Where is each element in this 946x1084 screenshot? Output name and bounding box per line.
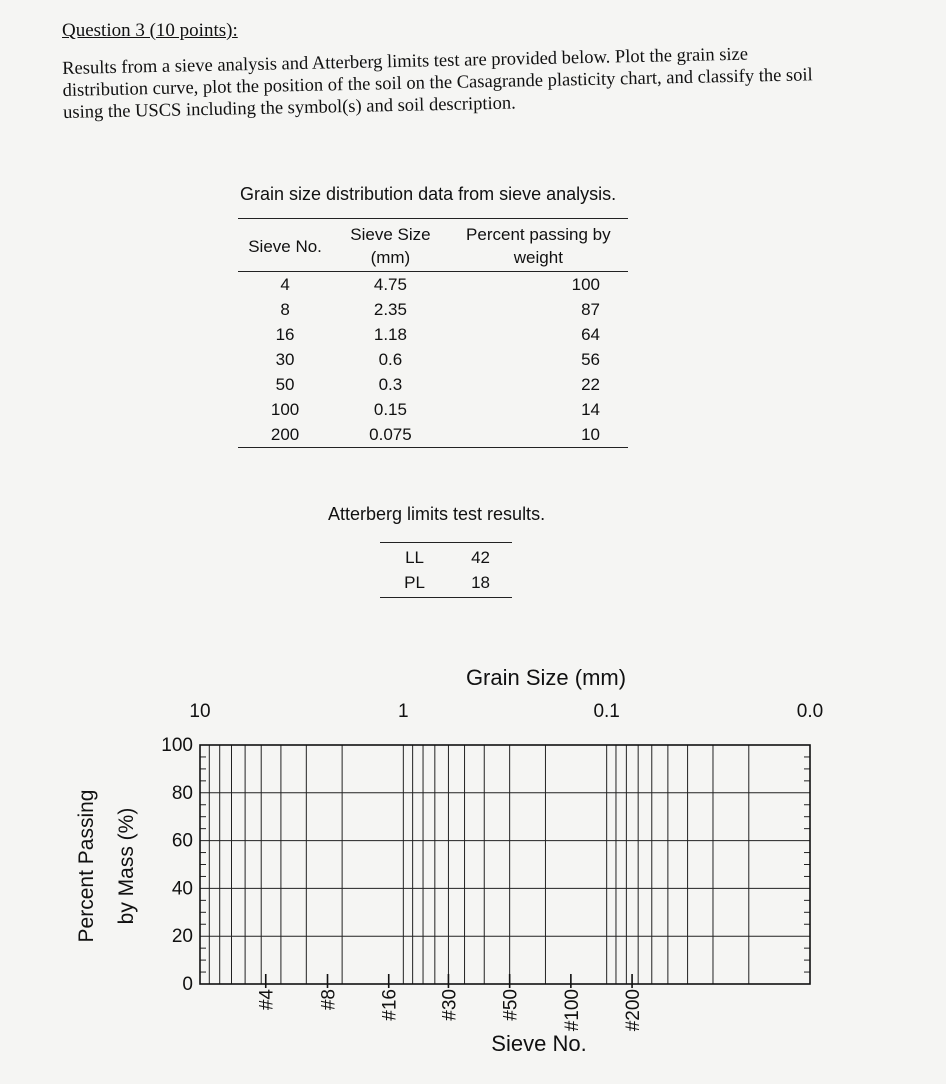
sieve-size-cell: 0.075 (332, 422, 449, 448)
sieve-no-cell: 50 (275, 375, 295, 394)
sieve-table-row (238, 422, 628, 448)
sieve-label: #30 (439, 989, 461, 1021)
atterberg-row (380, 570, 512, 598)
sieve-no-cell: 4 (280, 275, 290, 294)
y-tick-label: 100 (161, 735, 193, 756)
y-tick-label: 40 (171, 878, 193, 900)
percent-passing-cell: 56 (581, 350, 600, 369)
atterberg-value-cell: 42 (449, 543, 512, 571)
percent-passing-cell: 100 (571, 275, 600, 294)
top-tick-label: 0.0 (796, 701, 824, 722)
sieve-table-row (238, 347, 628, 372)
sieve-table (238, 218, 628, 448)
sieve-label: #100 (561, 989, 583, 1032)
sieve-table-row (238, 272, 628, 298)
top-tick-label: 1 (398, 701, 409, 722)
sieve-no-cell: 200 (238, 422, 332, 448)
sieve-table-row (238, 397, 628, 422)
atterberg-table (380, 542, 512, 598)
header-sieve-no: Sieve No. (238, 219, 332, 272)
sieve-size-cell: 0.15 (373, 400, 407, 419)
sieve-no-cell: 30 (275, 350, 295, 369)
grain-size-chart (0, 650, 946, 1084)
question-text: Results from a sieve analysis and Atterberg limits test are provided below. Plot the grain size distribution curve, plot the position of the soil on the Casagrande plasticity chart, and classify the soil using the USCS including the symbol(s) and soil description. (62, 44, 813, 123)
sieve-size-cell: 1.18 (373, 325, 407, 344)
sieve-size-cell: 0.3 (378, 375, 403, 394)
y-tick-label: 80 (171, 782, 193, 804)
y-tick-label: 20 (171, 926, 193, 948)
percent-passing-cell: 10 (449, 422, 628, 448)
atterberg-row (380, 543, 512, 571)
chart-title: Grain Size (mm) (465, 665, 627, 690)
x-axis-title: Sieve No. (491, 1031, 587, 1056)
sieve-label: #4 (256, 989, 278, 1011)
y-tick-label: 60 (171, 830, 193, 852)
sieve-size-cell: 4.75 (373, 275, 407, 294)
percent-passing-cell: 22 (581, 375, 600, 394)
sieve-size-cell: 2.35 (373, 300, 407, 319)
top-tick-label: 0.1 (593, 701, 620, 722)
atterberg-value-cell: 18 (449, 570, 512, 598)
y-axis-title: Percent Passing (75, 789, 98, 943)
sieve-size-cell: 0.6 (378, 350, 403, 369)
chart-grid (200, 745, 810, 984)
sieve-label: #50 (500, 989, 522, 1021)
sieve-label: #8 (318, 989, 340, 1011)
sieve-label: #16 (379, 989, 401, 1021)
header-percent-passing: Percent passing by weight (449, 219, 628, 272)
sieve-label: #200 (623, 989, 645, 1032)
header-sieve-size: Sieve Size (mm) (332, 219, 449, 272)
sieve-table-row (238, 297, 628, 322)
atterberg-label-cell: LL (380, 543, 449, 571)
percent-passing-cell: 14 (581, 400, 600, 419)
percent-passing-cell: 87 (581, 300, 600, 319)
sieve-table-caption: Grain size distribution data from sieve analysis. (240, 184, 617, 204)
y-axis-title-line2: by Mass (%) (115, 807, 138, 925)
top-tick-label: 10 (189, 701, 211, 722)
sieve-no-cell: 8 (280, 300, 290, 319)
chart-labels (75, 665, 823, 1056)
atterberg-caption: Atterberg limits test results. (328, 504, 546, 524)
y-tick-label: 0 (182, 974, 193, 995)
question-title: Question 3 (10 points): (62, 20, 238, 41)
sieve-table-row (238, 372, 628, 397)
atterberg-label-cell: PL (380, 570, 449, 598)
sieve-table-row (238, 322, 628, 347)
chart-frame (200, 745, 810, 984)
percent-passing-cell: 64 (581, 325, 600, 344)
sieve-no-cell: 16 (275, 325, 295, 344)
sieve-no-cell: 100 (270, 400, 300, 419)
sieve-table-header-row (238, 219, 628, 272)
